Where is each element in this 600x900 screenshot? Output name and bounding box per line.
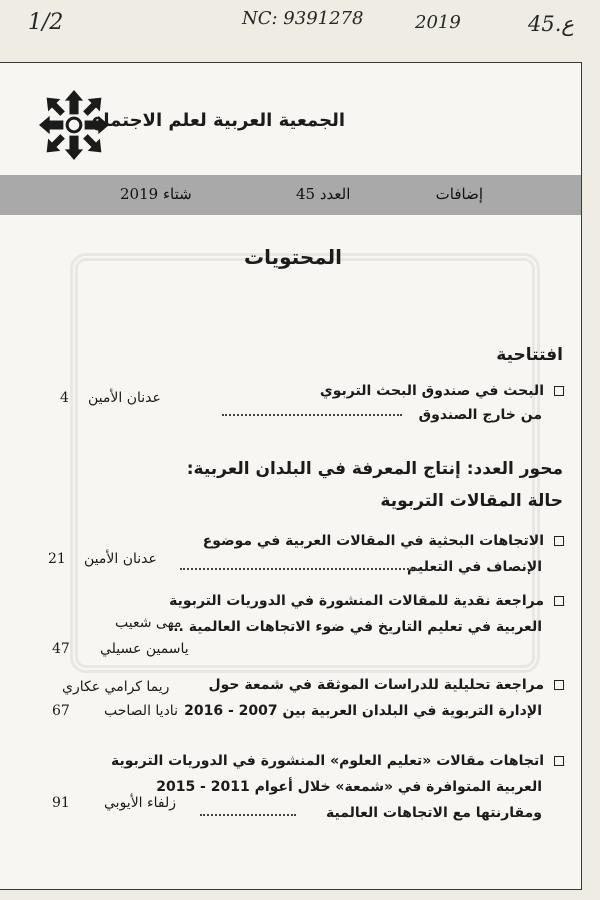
dossier-heading-line2: حالة المقالات التربوية [380, 491, 563, 511]
checkbox-bullet-icon [554, 756, 564, 766]
entry-title-line: مراجعة تحليلية للدراسات الموثقة في شمعة حول [208, 677, 564, 693]
section-label: إضافات [435, 185, 483, 203]
entry-page-number: 91 [52, 795, 70, 811]
handwritten-year: 2019 [415, 12, 461, 33]
entry-author: عدنان الأمين [88, 390, 161, 406]
entry-author: زلفاء الأيوبي [104, 795, 176, 811]
checkbox-bullet-icon [554, 680, 564, 690]
dot-leader [200, 814, 296, 816]
entry-title-line: اتجاهات مقالات «تعليم العلوم» المنشورة في الدوريات التربوية [111, 753, 564, 769]
issue-band [0, 175, 581, 215]
entry-title-line: الإنصاف في التعليم [407, 559, 542, 575]
issue-season: شتاء 2019 [120, 185, 192, 203]
entry-title-line: الإدارة التربوية في البلدان العربية بين 2007 - 2016 [184, 703, 542, 719]
handwritten-shelf-mark: 45.ع [528, 12, 574, 36]
entry-title-line: البحث في صندوق البحث التربوي [320, 383, 564, 399]
entry-author: ريما كرامي عكاري [62, 679, 170, 695]
issue-number: العدد 45 [296, 185, 351, 203]
entry-page-number: 67 [52, 703, 70, 719]
entry-title-line: من خارج الصندوق [418, 407, 542, 423]
entry-page-number: 47 [52, 641, 70, 657]
handwritten-folio: 1/2 [28, 10, 64, 35]
entry-author: عدنان الأمين [84, 551, 157, 567]
entry-title-line: ومقارنتها مع الاتجاهات العالمية [325, 805, 542, 821]
page-title: المحتويات [244, 245, 343, 269]
dot-leader [180, 568, 420, 570]
introduction-heading: افتتاحية [496, 345, 563, 365]
entry-author: ياسمين عسيلي [100, 641, 189, 657]
entry-page-number: 21 [48, 551, 66, 567]
entry-title-line: العربية المتوافرة في «شمعة» خلال أعوام 2011 - 2015 [156, 779, 542, 795]
entry-author: ناديا الصاحب [104, 703, 178, 719]
entry-title-line: مراجعة نقدية للمقالات المنشورة في الدوريات التربوية [169, 593, 564, 609]
entry-title-line: الاتجاهات البحثية في المقالات العربية في موضوع [203, 533, 564, 549]
dot-leader [222, 414, 402, 416]
handwritten-catalog-number: NC: 9391278 [242, 8, 364, 29]
checkbox-bullet-icon [554, 386, 564, 396]
entry-page-number: 4 [60, 390, 69, 406]
contents-page [0, 62, 582, 890]
checkbox-bullet-icon [554, 536, 564, 546]
entry-author: مهى شعيب [115, 615, 182, 631]
society-name: الجمعية العربية لعلم الاجتماع [91, 110, 345, 131]
entry-title-line: العربية في تعليم التاريخ في ضوء الاتجاهات العالمية ... [167, 619, 542, 635]
dossier-heading-line1: محور العدد: إنتاج المعرفة في البلدان العربية: [186, 459, 563, 479]
checkbox-bullet-icon [554, 596, 564, 606]
